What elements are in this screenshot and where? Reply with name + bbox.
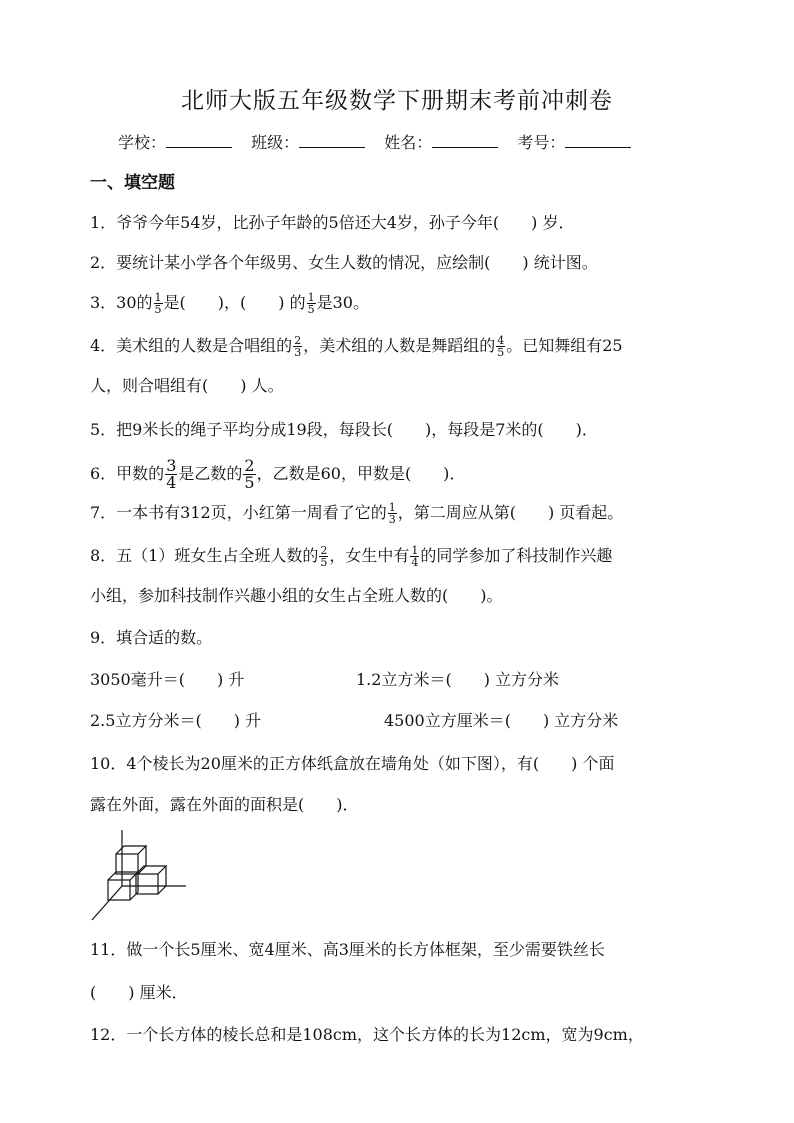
- fraction: $\frac{1}{4}$: [411, 544, 419, 569]
- question-8-text-a: 8．五（1）班女生占全班人数的: [90, 546, 319, 565]
- question-8-line-2: 小组，参加科技制作兴趣小组的女生占全班人数的( )。: [90, 586, 503, 605]
- question-11-line-1: 11．做一个长5厘米、宽4厘米、高3厘米的长方体框架，至少需要铁丝长: [90, 940, 605, 959]
- question-4-line-2: 人，则合唱组有( ) 人。: [90, 376, 284, 395]
- question-9-row-1a: 3050毫升＝( ) 升: [90, 670, 245, 689]
- fraction: $\frac{1}{5}$: [154, 291, 162, 316]
- question-8-text-b: ，女生中有: [329, 546, 410, 565]
- cube-top: [116, 846, 146, 874]
- question-7: [90, 501, 623, 525]
- fraction: $\frac{2}{3}$: [294, 334, 302, 359]
- question-3: [90, 291, 369, 315]
- class-blank: [299, 133, 365, 148]
- fraction: $\frac{3}{4}$: [166, 456, 177, 492]
- question-6-text-a: 6．甲数的: [90, 464, 165, 483]
- cube-corner-figure: [88, 828, 192, 924]
- fraction: $\frac{2}{5}$: [244, 456, 255, 492]
- cube-bottom-right: [136, 866, 166, 894]
- question-4-line-1: [90, 334, 623, 358]
- fraction: $\frac{1}{3}$: [388, 501, 396, 526]
- class-label: 班级：: [251, 133, 300, 152]
- id-blank: [565, 133, 631, 148]
- question-7-text-a: 7．一本书有312页，小红第一周看了它的: [90, 503, 387, 522]
- question-2: 2．要统计某小学各个年级男、女生人数的情况，应绘制( ) 统计图。: [90, 253, 598, 272]
- question-11-line-2: ( ) 厘米．: [90, 983, 188, 1002]
- fraction: $\frac{4}{5}$: [497, 334, 505, 359]
- question-8-text-c: 的同学参加了科技制作兴趣: [420, 546, 613, 565]
- student-info-line: [118, 130, 645, 153]
- question-6: [90, 458, 465, 491]
- name-blank: [432, 133, 498, 148]
- question-4-text-c: 。已知舞组有25: [506, 336, 623, 355]
- section-heading-fill-blank: 一、填空题: [90, 173, 175, 193]
- question-9-row-2a: 2.5立方分米＝( ) 升: [90, 711, 262, 730]
- question-3-text-a: 3．30的: [90, 293, 153, 312]
- school-blank: [166, 133, 232, 148]
- question-3-text-c: 是30。: [316, 293, 369, 312]
- question-9-row-2b: 4500立方厘米＝( ) 立方分米: [384, 711, 619, 730]
- question-4-text-b: ，美术组的人数是舞蹈组的: [303, 336, 496, 355]
- question-10-line-1: 10．4个棱长为20厘米的正方体纸盒放在墙角处（如下图），有( ) 个面: [90, 754, 615, 773]
- question-8-line-1: [90, 544, 612, 568]
- question-4-text-a: 4．美术组的人数是合唱组的: [90, 336, 293, 355]
- question-1: 1．爷爷今年54岁，比孙子年龄的5倍还大4岁，孙子今年( ) 岁．: [90, 213, 575, 232]
- question-10-line-2: 露在外面，露在外面的面积是( )．: [90, 795, 359, 814]
- page-title: 北师大版五年级数学下册期末考前冲刺卷: [181, 88, 613, 114]
- school-label: 学校：: [118, 133, 167, 152]
- floor-diagonal-line: [92, 886, 122, 920]
- question-9-intro: 9．填合适的数。: [90, 628, 213, 647]
- fraction: $\frac{1}{5}$: [307, 291, 315, 316]
- fraction: $\frac{2}{5}$: [320, 544, 328, 569]
- question-3-text-b: 是( )，( ) 的: [163, 293, 306, 312]
- question-6-text-b: 是乙数的: [178, 464, 243, 483]
- question-7-text-b: ，第二周应从第( ) 页看起。: [397, 503, 624, 522]
- question-9-row-1b: 1.2立方米＝( ) 立方分米: [356, 670, 560, 689]
- name-label: 姓名：: [384, 133, 433, 152]
- question-5: 5．把9米长的绳子平均分成19段，每段长( )，每段是7米的( )．: [90, 420, 598, 439]
- question-12: 12．一个长方体的棱长总和是108cm，这个长方体的长为12cm，宽为9cm，: [90, 1025, 644, 1044]
- question-6-text-c: ，乙数是60，甲数是( )．: [256, 464, 466, 483]
- id-label: 考号：: [517, 133, 566, 152]
